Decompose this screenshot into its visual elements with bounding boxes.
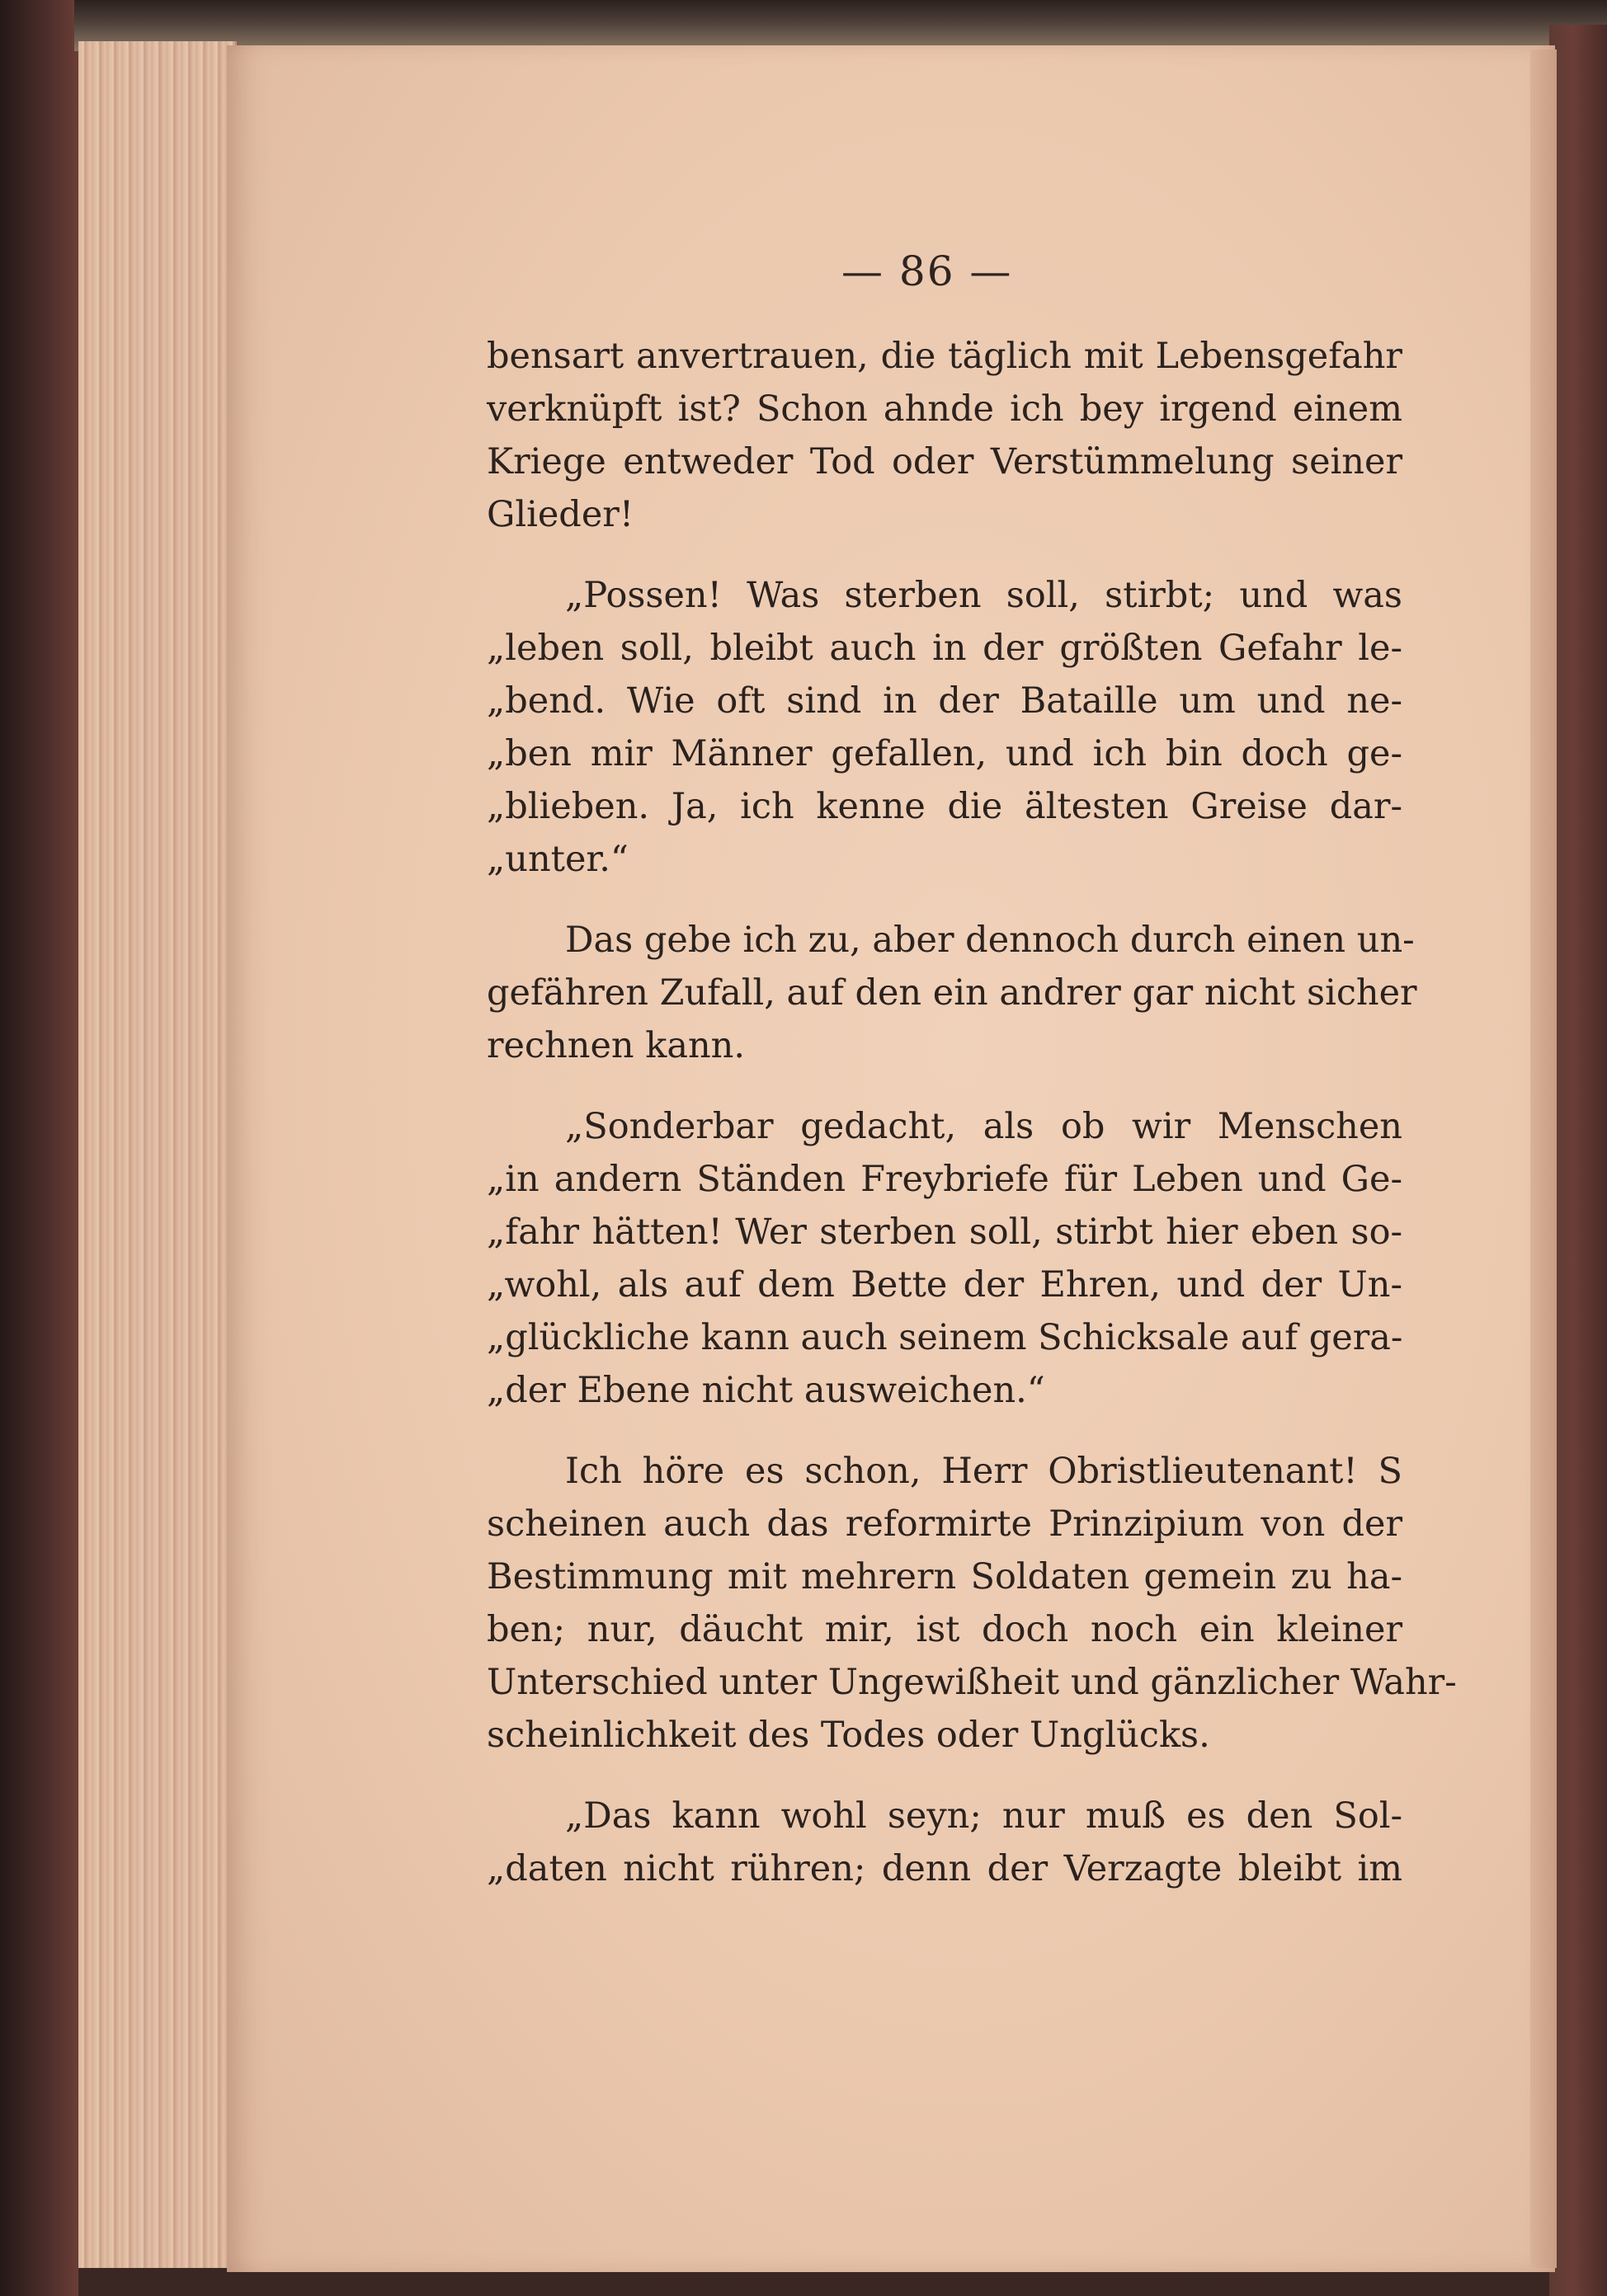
text-line: „bend. Wie oft sind in der Bataille um und ne- <box>487 680 1402 722</box>
book-binding-top <box>74 0 1607 51</box>
page-edges <box>78 41 237 2268</box>
text-line: rechnen kann. <box>487 1025 746 1066</box>
text-line: verknüpft ist? Schon ahnde ich bey irgend einem <box>487 388 1402 430</box>
body-text <box>487 330 1457 1895</box>
text-line: Glieder! <box>487 494 634 535</box>
text-line: gefähren Zufall, auf den ein andrer gar nicht sicher <box>487 972 1417 1014</box>
page-gutter-right <box>1530 49 1557 2268</box>
book-cover-right <box>1549 25 1607 2296</box>
book-cover-left <box>0 0 78 2296</box>
text-line: „Possen! Was sterben soll, stirbt; und was <box>565 575 1402 616</box>
text-line: „der Ebene nicht ausweichen.“ <box>487 1370 1045 1411</box>
text-line: bensart anvertrauen, die täglich mit Lebensgefahr <box>487 336 1402 377</box>
text-line: „blieben. Ja, ich kenne die ältesten Greise dar- <box>487 786 1402 827</box>
text-line: „wohl, als auf dem Bette der Ehren, und der Un- <box>487 1264 1402 1306</box>
text-line: „leben soll, bleibt auch in der größten Gefahr le- <box>487 628 1402 669</box>
text-line: „glückliche kann auch seinem Schicksale auf gera- <box>487 1317 1403 1358</box>
text-line: scheinlichkeit des Todes oder Unglücks. <box>487 1715 1210 1756</box>
text-line: Das gebe ich zu, aber dennoch durch einen un- <box>565 920 1415 961</box>
text-line: „Sonderbar gedacht, als ob wir Menschen <box>565 1106 1402 1147</box>
text-line: Ich höre es schon, Herr Obristlieutenant! S <box>565 1451 1402 1492</box>
page-number: — 86 — <box>841 247 1013 295</box>
text-line: Kriege entweder Tod oder Verstümmelung seiner <box>487 441 1402 482</box>
text-line: scheinen auch das reformirte Prinzipium von der <box>487 1503 1402 1545</box>
text-line: „Das kann wohl seyn; nur muß es den Sol- <box>565 1795 1402 1837</box>
text-line: Bestimmung mit mehrern Soldaten gemein zu ha- <box>487 1556 1402 1597</box>
text-line: „daten nicht rühren; denn der Verzagte bleibt im <box>487 1848 1402 1889</box>
text-line: Unterschied unter Ungewißheit und gänzlicher Wahr- <box>487 1662 1457 1703</box>
text-line: „in andern Ständen Freybriefe für Leben und Ge- <box>487 1159 1402 1200</box>
text-line: „unter.“ <box>487 839 629 880</box>
text-line: „fahr hätten! Wer sterben soll, stirbt hier eben so- <box>487 1212 1402 1253</box>
text-line: „ben mir Männer gefallen, und ich bin doch ge- <box>487 733 1402 774</box>
text-line: ben; nur, däucht mir, ist doch noch ein kleiner <box>487 1609 1402 1650</box>
